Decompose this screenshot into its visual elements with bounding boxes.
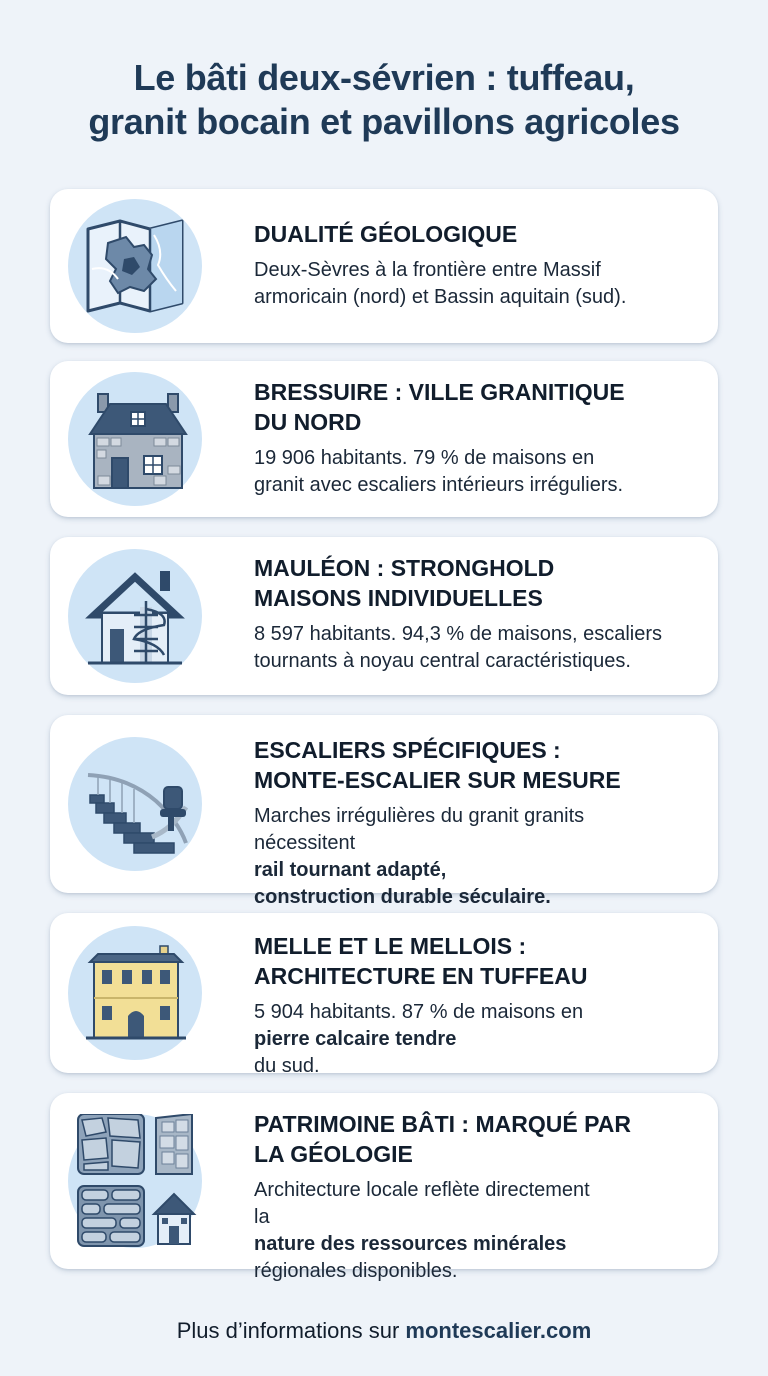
card-heading-line: ESCALIERS SPÉCIFIQUES : bbox=[254, 737, 561, 763]
card-description-line bbox=[254, 884, 718, 911]
bold-text: construction durable séculaire. bbox=[254, 886, 551, 908]
card-description bbox=[254, 999, 718, 1080]
card-heading-line: MELLE ET LE MELLOIS : bbox=[254, 933, 527, 959]
title-line-1: Le bâti deux-sévrien : tuffeau, bbox=[133, 57, 635, 98]
card-description-line bbox=[254, 1258, 718, 1285]
text: 19 906 habitants. 79 % de maisons en bbox=[254, 447, 595, 469]
stairlift-icon bbox=[68, 737, 202, 871]
footer-site-link[interactable]: montescalier.com bbox=[405, 1318, 592, 1343]
bold-text: nature des ressources minérales bbox=[254, 1233, 567, 1255]
text: tournants à noyau central caractéristiques. bbox=[254, 650, 631, 672]
text: Architecture locale reflète directement bbox=[254, 1179, 590, 1201]
card-description-line bbox=[254, 621, 718, 648]
granite-house-icon bbox=[68, 372, 202, 506]
card-dualite-geologique bbox=[50, 189, 718, 343]
bold-text: pierre calcaire tendre bbox=[254, 1028, 457, 1050]
card-description-line bbox=[254, 1204, 718, 1258]
card-description-line bbox=[254, 472, 718, 499]
text: granit avec escaliers intérieurs irréguliers. bbox=[254, 474, 624, 496]
card-mauleon bbox=[50, 537, 718, 695]
text: nécessitent bbox=[254, 832, 356, 854]
text: régionales disponibles. bbox=[254, 1260, 458, 1282]
card-patrimoine bbox=[50, 1093, 718, 1282]
card-heading bbox=[254, 735, 718, 795]
card-heading-line: MAULÉON : STRONGHOLD bbox=[254, 555, 555, 581]
map-icon bbox=[68, 199, 202, 333]
card-bressuire bbox=[50, 361, 718, 517]
card-description-line bbox=[254, 1177, 718, 1204]
card-heading-line: ARCHITECTURE EN TUFFEAU bbox=[254, 963, 588, 989]
card-melle bbox=[50, 913, 718, 1077]
text: du sud. bbox=[254, 1055, 320, 1077]
bold-text: rail tournant adapté, bbox=[254, 859, 447, 881]
card-description bbox=[254, 257, 718, 311]
card-description bbox=[254, 621, 718, 675]
card-description bbox=[254, 803, 718, 911]
card-heading-line: DUALITÉ GÉOLOGIQUE bbox=[254, 221, 518, 247]
card-heading bbox=[254, 1109, 718, 1169]
card-heading-line: PATRIMOINE BÂTI : MARQUÉ PAR bbox=[254, 1111, 631, 1137]
card-heading bbox=[254, 553, 718, 613]
card-heading bbox=[254, 377, 718, 437]
card-description bbox=[254, 1177, 718, 1285]
footer bbox=[0, 1316, 768, 1346]
card-heading bbox=[254, 219, 718, 249]
card-heading-line: MAISONS INDIVIDUELLES bbox=[254, 585, 543, 611]
card-description-line bbox=[254, 1026, 718, 1080]
card-heading-line: MONTE-ESCALIER SUR MESURE bbox=[254, 767, 621, 793]
page-title bbox=[0, 56, 768, 144]
text: 8 597 habitants. 94,3 % de maisons, escaliers bbox=[254, 623, 663, 645]
text: la bbox=[254, 1206, 270, 1228]
card-description-line bbox=[254, 284, 718, 311]
card-description-line bbox=[254, 803, 718, 830]
text: armoricain (nord) et Bassin aquitain (sud). bbox=[254, 286, 627, 308]
card-heading-line: DU NORD bbox=[254, 409, 362, 435]
card-description-line bbox=[254, 999, 718, 1026]
card-escaliers-specifiques bbox=[50, 715, 718, 908]
card-heading-line: LA GÉOLOGIE bbox=[254, 1141, 413, 1167]
text: Deux-Sèvres à la frontière entre Massif bbox=[254, 259, 601, 281]
card-description-line bbox=[254, 257, 718, 284]
title-line-2: granit bocain et pavillons agricoles bbox=[88, 101, 680, 142]
card-description-line bbox=[254, 830, 718, 884]
card-heading-line: BRESSUIRE : VILLE GRANITIQUE bbox=[254, 379, 625, 405]
card-description-line bbox=[254, 445, 718, 472]
card-description-line bbox=[254, 648, 718, 675]
house-spiral-staircase-icon bbox=[68, 549, 202, 683]
card-description bbox=[254, 445, 718, 499]
card-heading bbox=[254, 931, 718, 991]
stone-materials-icon bbox=[68, 1114, 202, 1248]
text: 5 904 habitants. 87 % de maisons en bbox=[254, 1001, 584, 1023]
footer-prefix: Plus d’informations sur bbox=[176, 1318, 406, 1343]
text: Marches irrégulières du granit granits bbox=[254, 805, 585, 827]
limestone-building-icon bbox=[68, 926, 202, 1060]
